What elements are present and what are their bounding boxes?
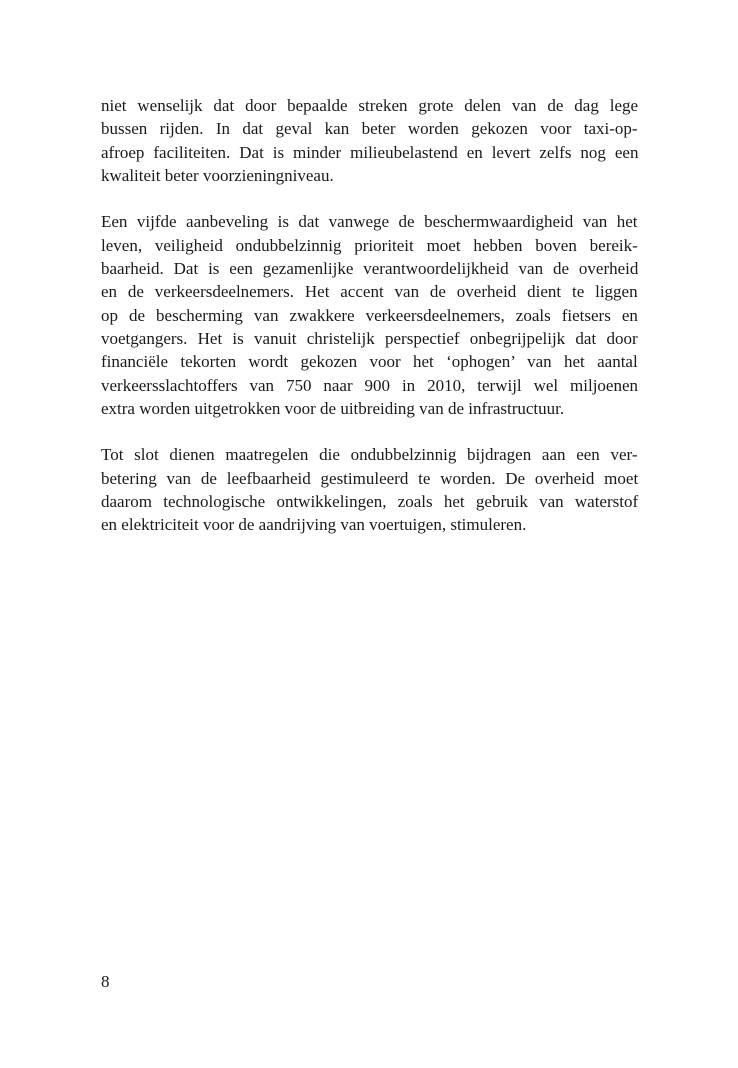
text-line: Tot slot dienen maatregelen die ondubbelzinnig bijdragen aan een ver-	[101, 445, 638, 465]
text-line: daarom technologische ontwikkelingen, zoals het gebruik van waterstof	[101, 492, 639, 512]
text-line: afroep faciliteiten. Dat is minder milieubelastend en levert zelfs nog een	[101, 142, 639, 162]
text-line: bussen rijden. In dat geval kan beter worden gekozen voor taxi-op-	[101, 119, 638, 139]
paragraph-2	[101, 210, 638, 420]
page-number: 8	[101, 972, 110, 991]
text-line: betering van de leefbaarheid gestimuleerd te worden. De overheid moet	[101, 468, 639, 488]
paragraph-spacer	[101, 420, 638, 443]
paragraph-3	[101, 443, 638, 536]
paragraph-spacer	[101, 187, 638, 210]
text-line: baarheid. Dat is een gezamenlijke verantwoordelijkheid van de overheid	[101, 259, 639, 279]
text-line: kwaliteit beter voorzieningniveau.	[101, 165, 334, 185]
text-line: niet wenselijk dat door bepaalde streken grote delen van de dag lege	[101, 96, 639, 115]
body-text	[101, 94, 638, 537]
text-line: en de verkeersdeelnemers. Het accent van de overheid dient te liggen	[101, 282, 638, 302]
text-line: voetgangers. Het is vanuit christelijk perspectief onbegrijpelijk dat door	[101, 328, 638, 348]
text-line: en elektriciteit voor de aandrijving van voertuigen, stimuleren.	[101, 515, 527, 535]
text-line: leven, veiligheid ondubbelzinnig prioriteit moet hebben boven bereik-	[101, 235, 638, 255]
text-line: Een vijfde aanbeveling is dat vanwege de beschermwaardigheid van het	[101, 212, 638, 232]
paragraph-1	[101, 94, 638, 187]
text-line: verkeersslachtoffers van 750 naar 900 in 2010, terwijl wel miljoenen	[101, 375, 639, 395]
text-line: financiële tekorten wordt gekozen voor het ‘ophogen’ van het aantal	[101, 352, 638, 372]
text-line: extra worden uitgetrokken voor de uitbreiding van de infrastructuur.	[101, 398, 565, 418]
text-line: op de bescherming van zwakkere verkeersdeelnemers, zoals fietsers en	[101, 305, 638, 325]
